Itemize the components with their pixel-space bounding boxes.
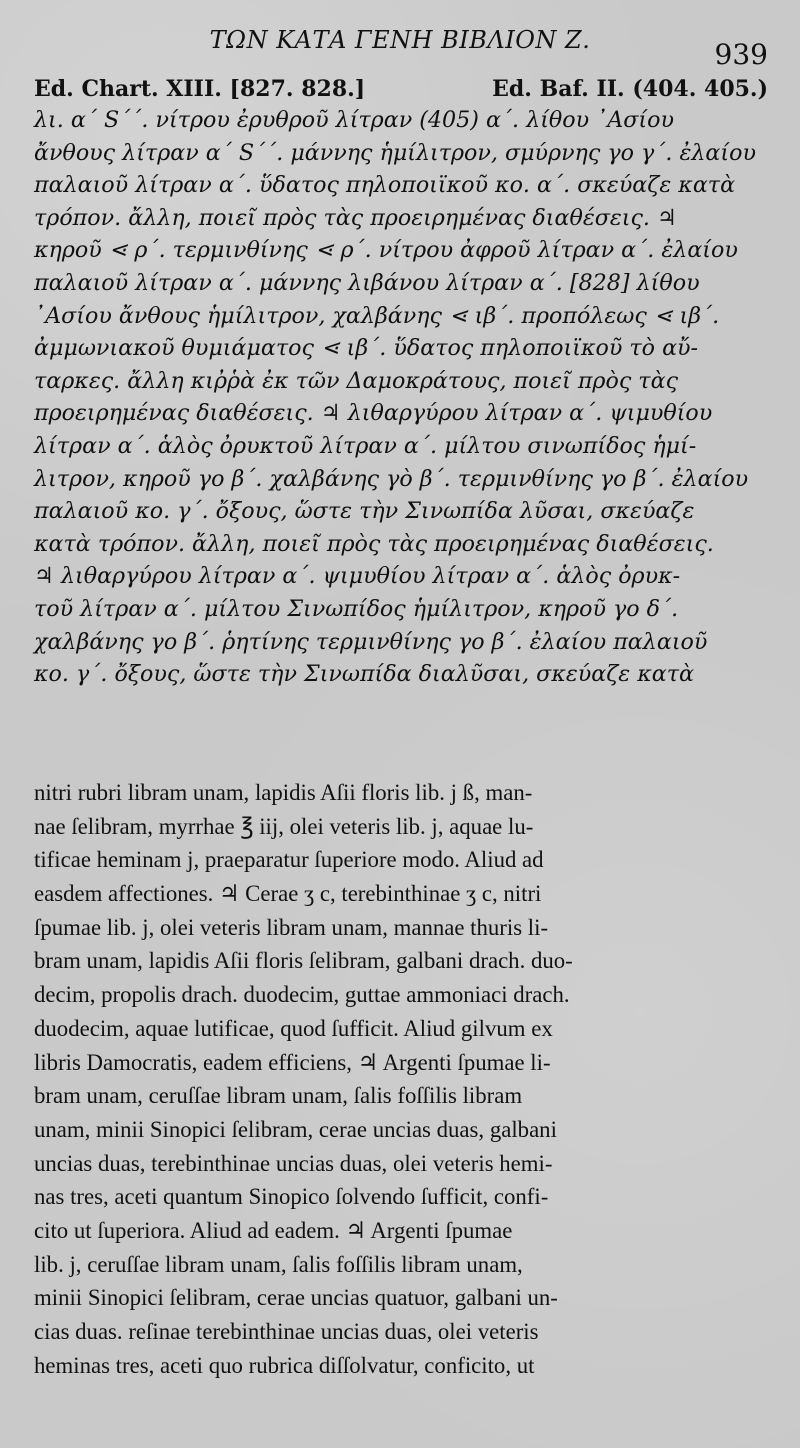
latin-line: nae ſelibram, myrrhae ℥ iij, olei veteris lib. j, aquae lu- bbox=[34, 813, 534, 839]
latin-line: minii Sinopici ſelibram, cerae uncias quatuor, galbani un- bbox=[34, 1285, 558, 1311]
latin-line: easdem affectiones. ♃ Cerae ʒ c, terebinthinae ʒ c, nitri bbox=[34, 881, 542, 907]
greek-line: ἀμμωνιακοῦ θυμιάματος ⋖ ιβ΄. ὕδατος πηλοποιϊκοῦ τὸ αὔ- bbox=[34, 335, 699, 362]
latin-line: ſpumae lib. j, olei veteris libram unam, mannae thuris li- bbox=[34, 914, 549, 940]
greek-line: ἄνθους λίτραν α΄ S΄΄. μάννης ἡμίλιτρον, σμύρνης γο γ΄. ἐλαίου bbox=[34, 139, 756, 166]
greek-line: κατὰ τρόπον. ἄλλη, ποιεῖ πρὸς τὰς προειρημένας διαθέσεις. bbox=[34, 530, 714, 557]
latin-line: cito ut ſuperiora. Aliud ad eadem. ♃ Argenti ſpumae bbox=[34, 1217, 513, 1243]
latin-line: bram unam, ceruſſae libram unam, ſalis foſſilis libram bbox=[34, 1083, 523, 1109]
greek-line: λίτραν α΄. ἁλὸς ὀρυκτοῦ λίτραν α΄. μίλτου σινωπίδος ἡμί- bbox=[34, 432, 697, 459]
greek-line: χαλβάνης γο β΄. ῥητίνης τερμινθίνης γο β΄. ἐλαίου παλαιοῦ bbox=[34, 628, 708, 655]
edition-right-reference: Ed. Baf. II. (404. 405.) bbox=[492, 76, 768, 102]
greek-line: παλαιοῦ λίτραν α΄. ὕδατος πηλοποιϊκοῦ κο. α΄. σκεύαζε κατὰ bbox=[34, 172, 736, 199]
latin-line: libris Damocratis, eadem efficiens, ♃ Argenti ſpumae li- bbox=[34, 1049, 551, 1075]
latin-line: decim, propolis drach. duodecim, guttae ammoniaci drach. bbox=[34, 982, 570, 1008]
latin-line: nas tres, aceti quantum Sinopico ſolvendo ſufficit, confi- bbox=[34, 1184, 549, 1210]
latin-line: nitri rubri libram unam, lapidis Aſii floris lib. j ß, man- bbox=[34, 780, 533, 805]
latin-text-block bbox=[34, 776, 768, 1382]
greek-line: λιτρον, κηροῦ γο β΄. χαλβάνης γὸ β΄. τερμινθίνης γο β΄. ἐλαίου bbox=[34, 465, 749, 492]
greek-line: λι. α΄ S΄΄. νίτρου ἐρυθροῦ λίτραν (405) α΄. λίθου ᾿Ασίου bbox=[34, 107, 674, 133]
latin-line: heminas tres, aceti quo rubrica diſſolvatur, conficito, ut bbox=[34, 1352, 535, 1378]
latin-line: uncias duas, terebinthinae uncias duas, olei veteris hemi- bbox=[34, 1150, 553, 1176]
latin-line: tificae heminam j, praeparatur ſuperiore modo. Aliud ad bbox=[34, 847, 544, 873]
page-number: 939 bbox=[714, 38, 768, 71]
latin-line: duodecim, aquae lutificae, quod ſufficit. Aliud gilvum ex bbox=[34, 1015, 553, 1041]
greek-line: ᾿Ασίου ἄνθους ἡμίλιτρον, χαλβάνης ⋖ ιβ΄. προπόλεως ⋖ ιβ΄. bbox=[34, 302, 720, 329]
greek-line: ταρκες. ἄλλη κιῤῥὰ ἐκ τῶν Δαμοκράτους, ποιεῖ πρὸς τὰς bbox=[34, 367, 678, 394]
latin-line: unam, minii Sinopici ſelibram, cerae uncias duas, galbani bbox=[34, 1116, 557, 1142]
greek-line: προειρημένας διαθέσεις. ♃ λιθαργύρου λίτραν α΄. ψιμυθίου bbox=[34, 400, 713, 427]
greek-line: τοῦ λίτραν α΄. μίλτου Σινωπίδος ἡμίλιτρον, κηροῦ γο δ΄. bbox=[34, 595, 679, 622]
greek-line: παλαιοῦ λίτραν α΄. μάννης λιβάνου λίτραν α΄. [828] λίθου bbox=[34, 269, 700, 296]
latin-line: cias duas. reſinae terebinthinae uncias duas, olei veteris bbox=[34, 1319, 539, 1344]
greek-line: κο. γ΄. ὄξους, ὥστε τὴν Σινωπίδα διαλῦσαι, σκεύαζε κατὰ bbox=[34, 661, 695, 688]
edition-left-reference: Ed. Chart. XIII. [827. 828.] bbox=[34, 76, 366, 102]
latin-line: bram unam, lapidis Aſii floris ſelibram, galbani drach. duo- bbox=[34, 948, 573, 974]
running-title: ΤΩΝ ΚΑΤΑ ΓΕΝΗ ΒΙΒΛΙΟΝ Ζ. bbox=[209, 26, 591, 54]
greek-line: τρόπον. ἄλλη, ποιεῖ πρὸς τὰς προειρημένας διαθέσεις. ♃ bbox=[34, 204, 677, 231]
greek-line: παλαιοῦ κο. γ΄. ὄξους, ὥστε τὴν Σινωπίδα λῦσαι, σκεύαζε bbox=[34, 498, 695, 525]
greek-text-block bbox=[34, 104, 768, 691]
greek-line: ♃ λιθαργύρου λίτραν α΄. ψιμυθίου λίτραν α΄. ἁλὸς ὀρυκ- bbox=[34, 563, 681, 590]
greek-line: κηροῦ ⋖ ρ΄. τερμινθίνης ⋖ ρ΄. νίτρου ἀφροῦ λίτραν α΄. ἐλαίου bbox=[34, 237, 738, 264]
latin-line: lib. j, ceruſſae libram unam, ſalis foſſilis libram unam, bbox=[34, 1251, 523, 1277]
